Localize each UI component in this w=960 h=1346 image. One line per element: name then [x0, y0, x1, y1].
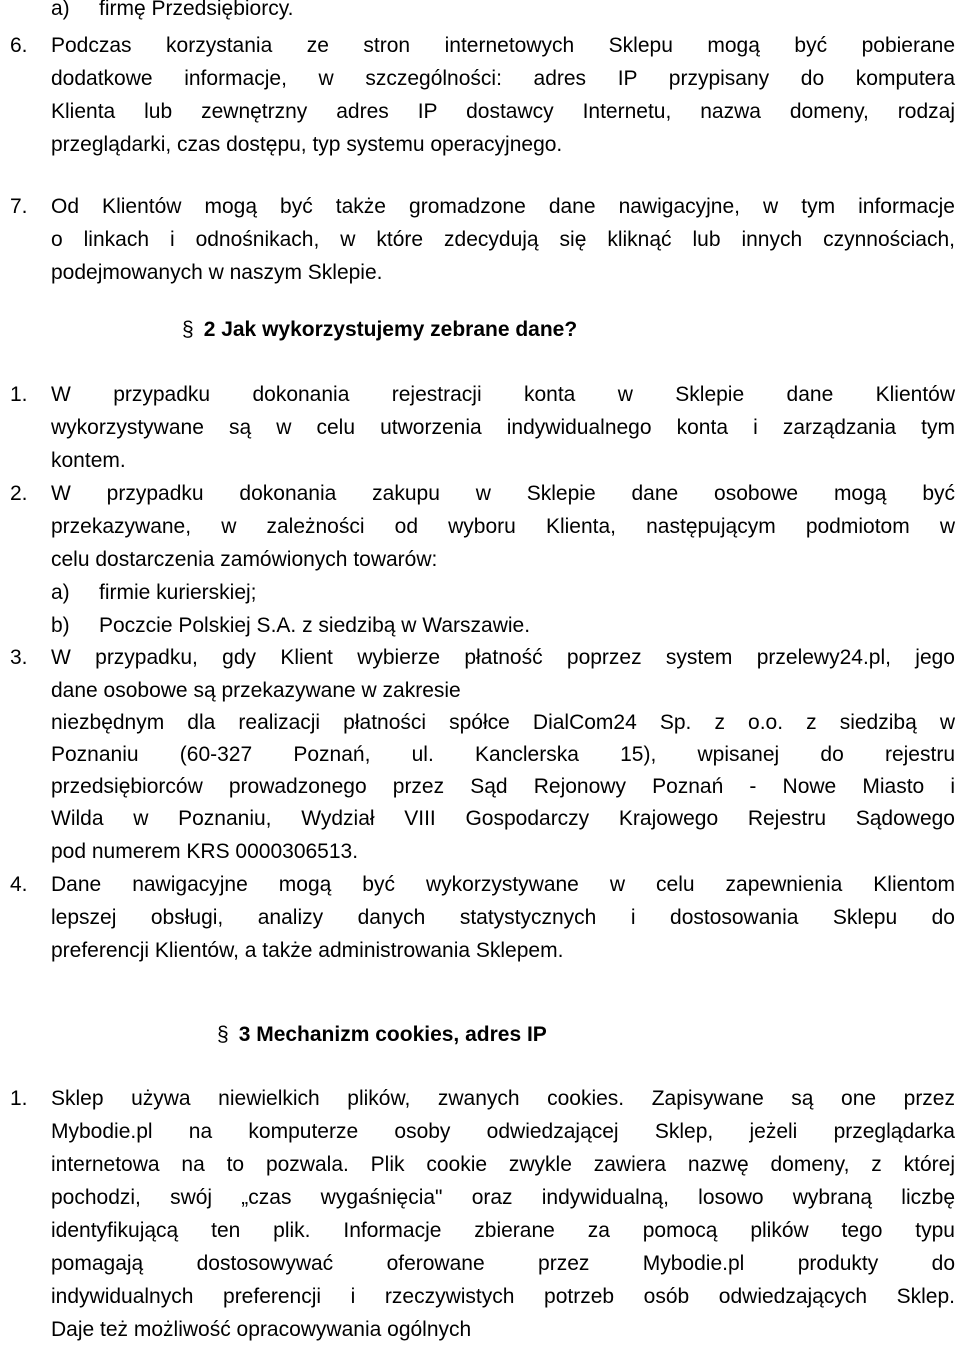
paragraph-line: preferencji Klientów, a także administrowania Sklepem.: [51, 939, 564, 962]
paragraph-line: Poznaniu (60-327 Poznań, ul. Kanclerska 15), wpisanej do rejestru: [51, 743, 955, 766]
paragraph-line: Sklep używa niewielkich plików, zwanych cookies. Zapisywane są one przez: [51, 1087, 955, 1110]
paragraph-line: identyfikującą ten plik. Informacje zbierane za pomocą plików tego typu: [51, 1219, 955, 1242]
paragraph-line: W przypadku dokonania rejestracji konta w Sklepie dane Klientów: [51, 383, 955, 406]
section-symbol: §: [217, 1023, 229, 1046]
paragraph-line: Wilda w Poznaniu, Wydział VIII Gospodarczy Krajowego Rejestru Sądowego: [51, 807, 955, 830]
sub-item-marker: b): [51, 614, 70, 637]
paragraph-line: przeglądarki, czas dostępu, typ systemu operacyjnego.: [51, 133, 563, 156]
paragraph-line: wykorzystywane są w celu utworzenia indywidualnego konta i zarządzania tym: [51, 416, 955, 439]
list-number: 4.: [10, 873, 28, 896]
section-title: 3 Mechanizm cookies, adres IP: [238, 1023, 547, 1046]
paragraph-line: przekazywane, w zależności od wyboru Klienta, następującym podmiotom w: [51, 515, 955, 538]
paragraph-line: niezbędnym dla realizacji płatności spółce DialCom24 Sp. z o.o. z siedzibą w: [51, 711, 955, 734]
paragraph-line: dodatkowe informacje, w szczególności: adres IP przypisany do komputera: [51, 67, 955, 90]
section-title: 2 Jak wykorzystujemy zebrane dane?: [203, 318, 578, 341]
paragraph-line: Od Klientów mogą być także gromadzone dane nawigacyjne, w tym informacje: [51, 195, 955, 218]
paragraph-line: pochodzi, swój „czas wygaśnięcia" oraz indywidualną, losowo wybraną liczbę: [51, 1186, 955, 1209]
paragraph-line: Dane nawigacyjne mogą być wykorzystywane w celu zapewnienia Klientom: [51, 873, 955, 896]
paragraph-line: kontem.: [51, 449, 126, 472]
paragraph-line: celu dostarczenia zamówionych towarów:: [51, 548, 438, 571]
list-number: 1.: [10, 1087, 28, 1110]
paragraph-line: W przypadku dokonania zakupu w Sklepie dane osobowe mogą być: [51, 482, 955, 505]
paragraph-line: lepszej obsługi, analizy danych statystycznych i dostosowania Sklepu do: [51, 906, 955, 929]
paragraph-line: W przypadku, gdy Klient wybierze płatność poprzez system przelewy24.pl, jego: [51, 646, 955, 669]
paragraph-line: o linkach i odnośnikach, w które zdecydują się kliknąć lub innych czynnościach,: [51, 228, 955, 251]
paragraph-line: przedsiębiorców prowadzonego przez Sąd Rejonowy Poznań - Nowe Miasto i: [51, 775, 955, 798]
section-symbol: §: [182, 318, 194, 341]
paragraph-line: pomagają dostosowywać oferowane przez Mybodie.pl produkty do: [51, 1252, 955, 1275]
sub-item-marker: a): [51, 0, 70, 20]
list-number: 2.: [10, 482, 28, 505]
section-heading: [182, 316, 577, 344]
sub-item-marker: a): [51, 581, 70, 604]
list-number: 6.: [10, 34, 28, 57]
list-number: 7.: [10, 195, 28, 218]
paragraph-line: Klienta lub zewnętrzny adres IP dostawcy Internetu, nazwa domeny, rodzaj: [51, 100, 955, 123]
paragraph-line: Daje też możliwość opracowywania ogólnych: [51, 1318, 472, 1341]
sub-item-text: firmie kurierskiej;: [99, 581, 257, 604]
paragraph-line: Podczas korzystania ze stron internetowych Sklepu mogą być pobierane: [51, 34, 955, 57]
paragraph-line: podejmowanych w naszym Sklepie.: [51, 261, 383, 284]
paragraph-line: pod numerem KRS 0000306513.: [51, 840, 359, 863]
paragraph-line: dane osobowe są przekazywane w zakresie: [51, 679, 461, 702]
paragraph-line: Mybodie.pl na komputerze osoby odwiedzającej Sklep, jeżeli przeglądarka: [51, 1120, 955, 1143]
paragraph-line: internetowa na to pozwala. Plik cookie zwykle zawiera nazwę domeny, z której: [51, 1153, 955, 1176]
list-number: 3.: [10, 646, 28, 669]
paragraph-line: indywidualnych preferencji i rzeczywistych potrzeb osób odwiedzających Sklep.: [51, 1285, 955, 1308]
section-heading: [217, 1021, 547, 1049]
sub-item-text: firmę Przedsiębiorcy.: [99, 0, 294, 20]
list-number: 1.: [10, 383, 28, 406]
sub-item-text: Poczcie Polskiej S.A. z siedzibą w Warszawie.: [99, 614, 531, 637]
